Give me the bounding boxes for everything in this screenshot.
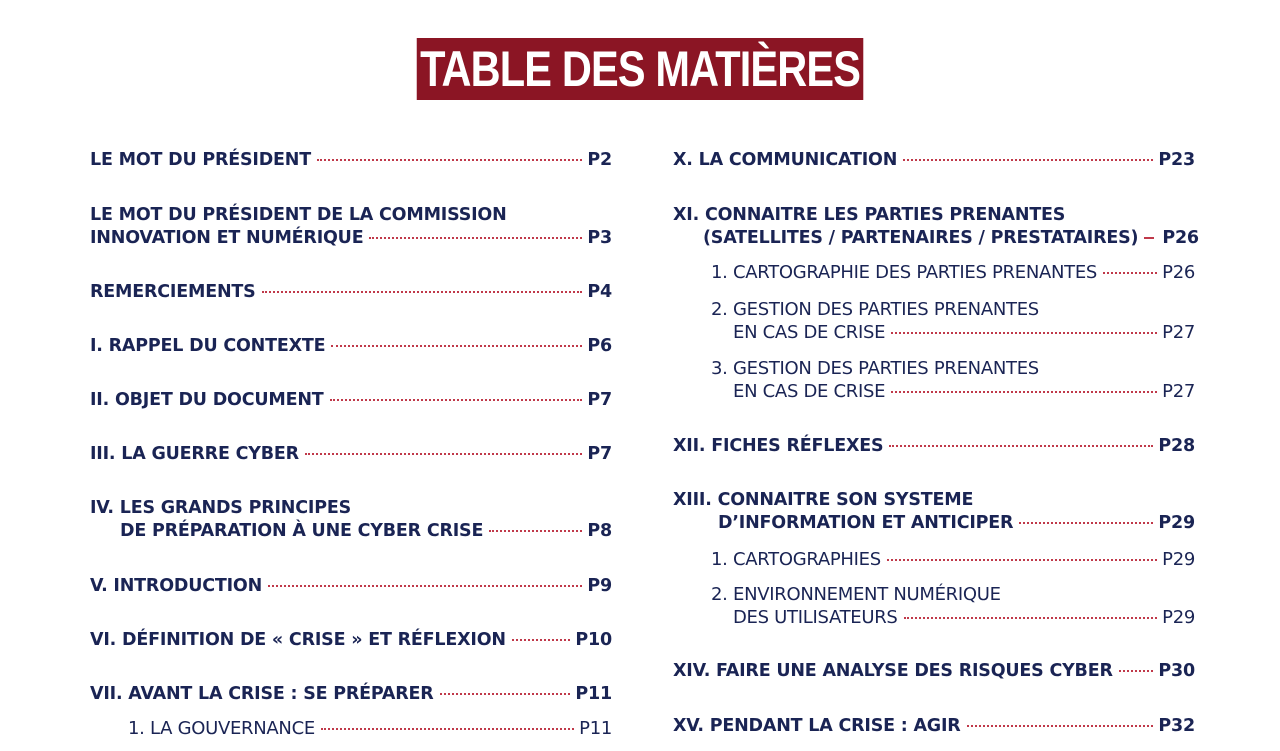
toc-entry-title: 2. ENVIRONNEMENT NUMÉRIQUE [711,584,1001,605]
leader-dots [489,530,582,532]
toc-entry-title: V. INTRODUCTION [90,576,263,596]
leader-dots [967,725,1154,727]
toc-entry-title: LE MOT DU PRÉSIDENT DE LA COMMISSION [90,205,507,225]
toc-entry[interactable] [90,443,612,466]
toc-page-number: P11 [579,718,612,739]
leader-dots [512,639,571,641]
toc-page-number: P29 [1162,549,1195,570]
toc-entry[interactable] [90,389,612,412]
toc-entry[interactable] [90,281,612,304]
toc-page-number: P29 [1158,513,1195,533]
toc-page-number: P9 [587,576,612,596]
toc-page-number: P27 [1162,322,1195,343]
toc-entry[interactable] [90,575,612,598]
leader-dots [268,585,582,587]
leader-dots [1144,237,1154,239]
toc-entry[interactable] [90,629,612,652]
toc-entry[interactable] [90,717,612,740]
toc-page-number: P6 [587,336,612,356]
leader-dots [440,693,571,695]
toc-entry-title: VII. AVANT LA CRISE : SE PRÉPARER [90,684,434,704]
toc-entry[interactable] [673,261,1195,284]
toc-entry-title: INNOVATION ET NUMÉRIQUE [90,228,364,248]
toc-entry[interactable] [90,149,612,172]
toc-page-number: P26 [1162,262,1195,283]
toc-entry-title: (SATELLITES / PARTENAIRES / PRESTATAIRES) [703,228,1139,248]
toc-entry-title: 3. GESTION DES PARTIES PRENANTES [711,358,1039,379]
leader-dots [1019,522,1153,524]
leader-dots [891,332,1157,334]
leader-dots [904,617,1158,619]
leader-dots [305,453,583,455]
toc-entry-title: VI. DÉFINITION DE « CRISE » ET RÉFLEXION [90,630,506,650]
toc-page-number: P27 [1162,381,1195,402]
toc-entry[interactable] [673,149,1195,172]
leader-dots [903,159,1153,161]
page-title: TABLE DES MATIÈRES [417,38,864,100]
toc-entry-title: I. RAPPEL DU CONTEXTE [90,336,326,356]
leader-dots [889,445,1153,447]
toc-page-number: P30 [1158,661,1195,681]
toc-entry-title: XI. CONNAITRE LES PARTIES PRENANTES [673,205,1066,225]
toc-entry[interactable] [673,204,1199,250]
toc-entry-title: DES UTILISATEURS [733,607,898,628]
toc-page-number: P29 [1162,607,1195,628]
toc-page-number: P28 [1158,436,1195,456]
toc-entry-title: DE PRÉPARATION À UNE CYBER CRISE [120,521,484,541]
toc-entry-title: 1. CARTOGRAPHIES [711,549,881,570]
leader-dots [891,391,1157,393]
toc-page-number: P7 [587,444,612,464]
leader-dots [330,399,583,401]
toc-entry-title: 1. CARTOGRAPHIE DES PARTIES PRENANTES [711,262,1098,283]
toc-entry-title: III. LA GUERRE CYBER [90,444,299,464]
toc-entry-title: D’INFORMATION ET ANTICIPER [718,513,1014,533]
toc-entry-title: XIV. FAIRE UNE ANALYSE DES RISQUES CYBER [673,661,1113,681]
toc-page-number: P4 [587,282,612,302]
toc-entry[interactable] [673,660,1195,683]
toc-page-number: P8 [587,521,612,541]
leader-dots [331,345,582,347]
toc-entry-title: X. LA COMMUNICATION [673,150,898,170]
leader-dots [887,559,1157,561]
title-wrap [0,38,1280,100]
toc-entry[interactable] [673,357,1195,403]
toc-entry-title: REMERCIEMENTS [90,282,256,302]
toc-entry[interactable] [673,435,1195,458]
toc-entry[interactable] [673,489,1195,535]
leader-dots [1119,670,1154,672]
toc-page-number: P26 [1162,228,1199,248]
toc-entry[interactable] [90,335,612,358]
toc-entry[interactable] [673,298,1195,344]
toc-entry[interactable] [90,497,612,543]
toc-entry-title: II. OBJET DU DOCUMENT [90,390,324,410]
toc-entry-title: LE MOT DU PRÉSIDENT [90,150,311,170]
toc-entry-title: XIII. CONNAITRE SON SYSTEME [673,490,974,510]
toc-entry[interactable] [90,204,612,250]
leader-dots [317,159,582,161]
toc-entry-title: 2. GESTION DES PARTIES PRENANTES [711,299,1039,320]
toc-entry[interactable] [673,583,1195,629]
toc-entry[interactable] [673,715,1195,738]
leader-dots [321,728,574,730]
toc-page-number: P23 [1158,150,1195,170]
toc-entry-title: IV. LES GRANDS PRINCIPES [90,498,351,518]
leader-dots [369,237,582,239]
toc-page-number: P2 [587,150,612,170]
toc-page-number: P32 [1158,716,1195,736]
toc-page-number: P11 [575,684,612,704]
toc-page-number: P10 [575,630,612,650]
toc-entry[interactable] [673,548,1195,571]
toc-entry-title: XV. PENDANT LA CRISE : AGIR [673,716,961,736]
toc-page-number: P7 [587,390,612,410]
toc-entry-title: EN CAS DE CRISE [733,322,886,343]
toc-entry[interactable] [90,683,612,706]
toc-page-number: P3 [587,228,612,248]
leader-dots [262,291,583,293]
toc-entry-title: EN CAS DE CRISE [733,381,886,402]
toc-entry-title: 1. LA GOUVERNANCE [128,718,315,739]
leader-dots [1103,272,1157,274]
toc-entry-title: XII. FICHES RÉFLEXES [673,436,884,456]
